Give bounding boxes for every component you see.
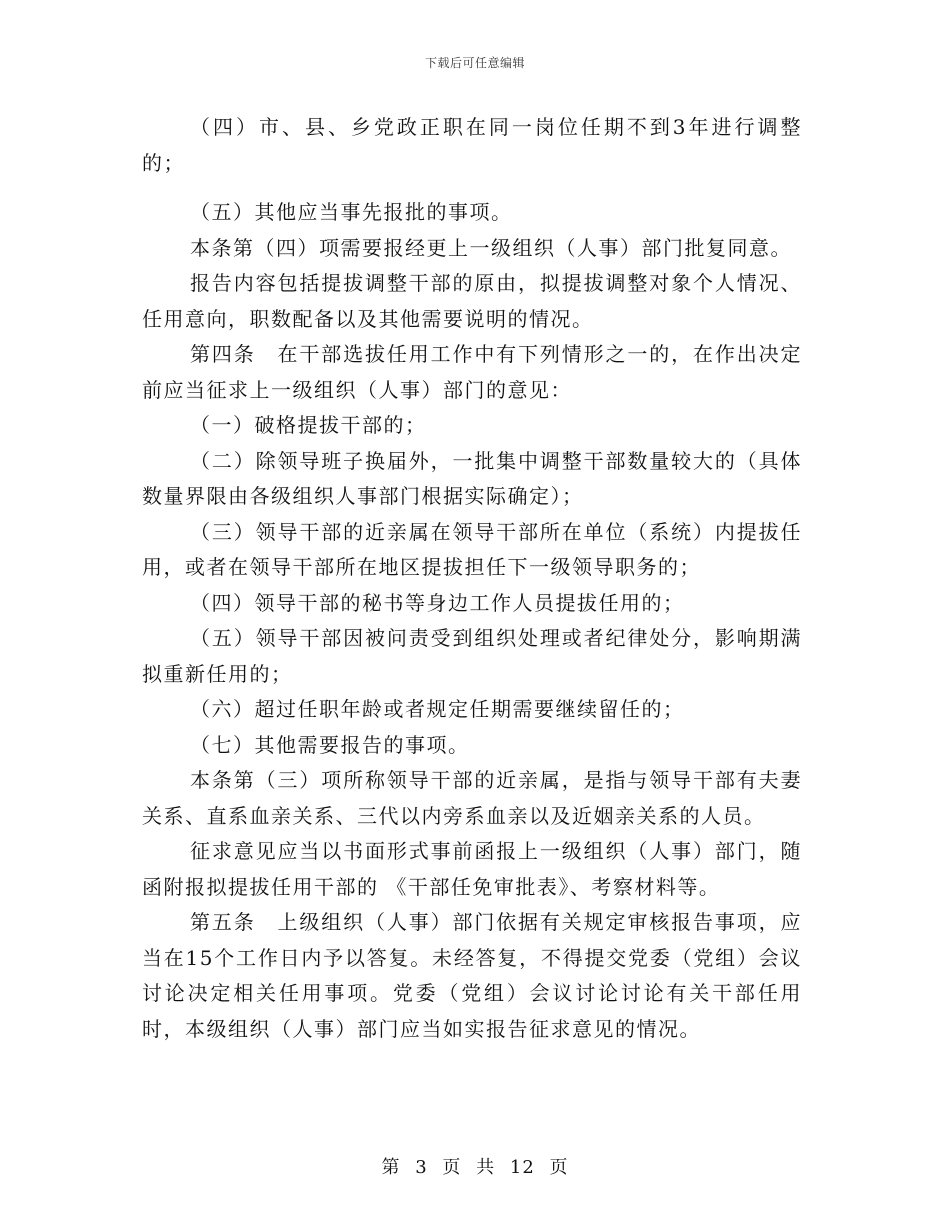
paragraph: （五）领导干部因被问责受到组织处理或者纪律处分，影响期满拟重新任用的； [142,626,802,686]
page-number-footer [0,1153,950,1179]
paragraph: 征求意见应当以书面形式事前函报上一级组织（人事）部门，随函附报拟提拔任用干部的 《干部任免审批表》、考察材料等。 [142,839,802,899]
document-body [142,110,802,1047]
footer-page-word-2: 页 [549,1157,569,1178]
total-page-count: 12 [509,1157,535,1178]
paragraph: （四）领导干部的秘书等身边工作人员提拔任用的； [190,590,685,615]
page-header-note: 下载后可任意编辑 [424,56,525,70]
footer-label-prefix: 第 [381,1157,401,1178]
paragraph: （三）领导干部的近亲属在领导干部所在单位（系统）内提拔任用，或者在领导干部所在地区提拔担任下一级领导职务的； [142,519,802,579]
paragraph: （二）除领导班子换届外，一批集中调整干部数量较大的（具体数量界限由各级组织人事部门根据实际确定）； [142,448,802,508]
footer-page-word: 页 [442,1157,462,1178]
footer-total-label: 共 [476,1157,496,1178]
paragraph: 第四条 在干部选拔任用工作中有下列情形之一的，在作出决定前应当征求上一级组织（人事）部门的意见： [142,342,802,402]
paragraph: 本条第（三）项所称领导干部的近亲属，是指与领导干部有夫妻关系、直系血亲关系、三代以内旁系血亲以及近姻亲关系的人员。 [142,768,802,828]
paragraph: （一）破格提拔干部的； [190,413,427,437]
current-page-number: 3 [415,1157,428,1178]
paragraph: 报告内容包括提拔调整干部的原由，拟提拔调整对象个人情况、任用意向，职数配备以及其他需要说明的情况。 [142,271,802,331]
paragraph: 本条第（四）项需要报经更上一级组织（人事）部门批复同意。 [190,235,792,260]
paragraph: （五）其他应当事先报批的事项。 [190,200,513,224]
paragraph: （七）其他需要报告的事项。 [190,732,470,757]
paragraph: 第五条 上级组织（人事）部门依据有关规定审核报告事项，应当在15个工作日内予以答复。未经答复，不得提交党委（党组）会议讨论决定相关任用事项。党委（党组）会议讨论讨论有关干部任用时，本级组织（人事）部门应当如实报告征求意见的情况。 [142,910,802,1041]
paragraph: （四）市、县、乡党政正职在同一岗位任期不到3年进行调整的； [142,115,802,175]
paragraph: （六）超过任职年龄或者规定任期需要继续留任的； [190,697,685,721]
